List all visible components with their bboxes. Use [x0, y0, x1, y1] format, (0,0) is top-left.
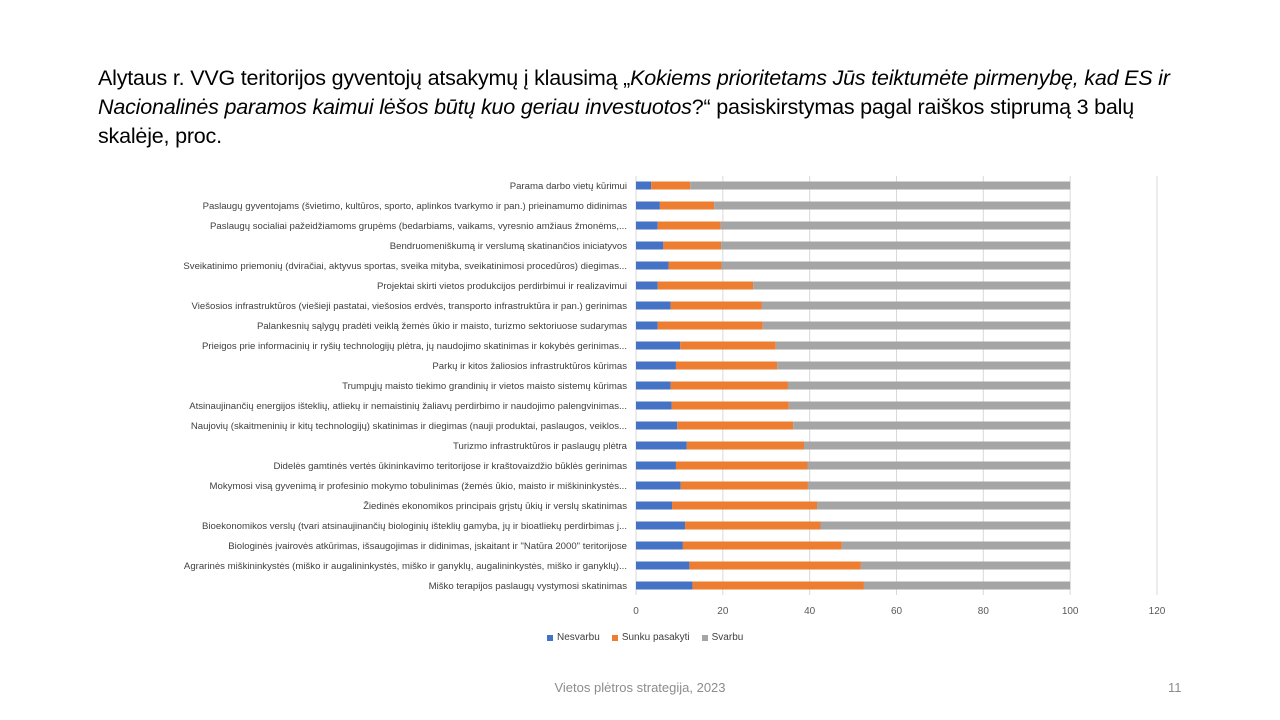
- bar-segment-sunku-pasakyti: [683, 542, 842, 550]
- bar-segment-nesvarbu: [636, 582, 692, 590]
- legend-label: Sunku pasakyti: [621, 632, 690, 643]
- bar-segment-svarbu: [789, 402, 1070, 410]
- bar-segment-nesvarbu: [636, 362, 676, 370]
- bar-segment-nesvarbu: [636, 522, 685, 530]
- bar-segment-nesvarbu: [636, 422, 677, 430]
- bar-segment-sunku-pasakyti: [658, 222, 721, 230]
- bar-segment-nesvarbu: [636, 482, 681, 490]
- bar-segment-sunku-pasakyti: [658, 322, 763, 330]
- x-tick-label: 80: [977, 606, 989, 617]
- category-labels: [183, 181, 627, 592]
- category-label: Bioekonomikos verslų (tvari atsinaujinančių biologinių išteklių gamyba, jų ir bioatliekų perdirbimas j...: [202, 520, 627, 532]
- bar-segment-svarbu: [776, 342, 1070, 350]
- bar-segment-nesvarbu: [636, 202, 660, 210]
- bar-segment-svarbu: [763, 322, 1070, 330]
- title-text-end: ?“ pasiskirstymas pagal raiškos stiprumą 3 balų skalėje, proc.: [98, 95, 1134, 148]
- category-label: Parama darbo vietų kūrimui: [509, 180, 627, 192]
- category-label: Didelės gamtinės vertės ūkininkavimo teritorijose ir kraštovaizdžio būklės gerinimas: [273, 460, 627, 472]
- legend-swatch: [612, 635, 618, 641]
- bar-segment-nesvarbu: [636, 282, 658, 290]
- bar-segment-svarbu: [722, 262, 1071, 270]
- bar-segment-svarbu: [788, 382, 1070, 390]
- category-label: Projektai skirti vietos produkcijos perdirbimui ir realizavimui: [376, 280, 627, 292]
- bar-segment-sunku-pasakyti: [672, 402, 789, 410]
- legend-swatch: [702, 635, 708, 641]
- bar-segment-sunku-pasakyti: [658, 282, 754, 290]
- bar-segment-sunku-pasakyti: [677, 422, 793, 430]
- bar-segment-nesvarbu: [636, 542, 683, 550]
- bar-segment-sunku-pasakyti: [660, 202, 714, 210]
- x-tick-label: 20: [717, 606, 729, 617]
- legend-swatch: [547, 635, 553, 641]
- legend-item: [612, 632, 690, 643]
- bar-segment-sunku-pasakyti: [681, 482, 808, 490]
- bar-segment-svarbu: [714, 202, 1070, 210]
- bar-segment-svarbu: [690, 182, 1070, 190]
- category-label: Turizmo infrastruktūros ir paslaugų plėtra: [453, 440, 627, 452]
- bar-segment-svarbu: [793, 422, 1070, 430]
- bar-segment-nesvarbu: [636, 462, 676, 470]
- category-label: Sveikatinimo priemonių (dviračiai, aktyvus sportas, sveika mityba, sveikatinimosi procedūros) diegimas...: [183, 260, 627, 272]
- bar-segment-nesvarbu: [636, 562, 689, 570]
- category-label: Naujovių (skaitmeninių ir kitų technologijų) skatinimas ir diegimas (nauji produktai, paslaugos, veiklos...: [190, 420, 627, 432]
- bar-segment-nesvarbu: [636, 322, 658, 330]
- bar-segment-svarbu: [808, 482, 1070, 490]
- legend-item: [547, 632, 600, 643]
- bar-segment-nesvarbu: [636, 302, 671, 310]
- bar-segment-nesvarbu: [636, 382, 671, 390]
- bar-segment-svarbu: [807, 462, 1070, 470]
- bar-segment-svarbu: [821, 522, 1071, 530]
- bar-segment-svarbu: [762, 302, 1070, 310]
- bar-segment-svarbu: [861, 562, 1070, 570]
- bar-segment-nesvarbu: [636, 442, 687, 450]
- bar-segment-nesvarbu: [636, 402, 672, 410]
- category-label: Mokymosi visą gyvenimą ir profesinio mokymo tobulinimas (žemės ūkio, maisto ir miškininkystės...: [209, 480, 627, 492]
- bar-segment-sunku-pasakyti: [692, 582, 863, 590]
- category-label: Palankesnių sąlygų pradėti veiklą žemės ūkio ir maisto, turizmo sektoriuose sudarymas: [256, 320, 627, 332]
- bar-segment-svarbu: [864, 582, 1070, 590]
- category-label: Viešosios infrastruktūros (viešieji pastatai, viešosios erdvės, transporto infrastruktūra ir pan.) gerinimas: [191, 300, 627, 312]
- bar-segment-sunku-pasakyti: [651, 182, 690, 190]
- bar-segment-sunku-pasakyti: [663, 242, 721, 250]
- category-label: Paslaugų gyventojams (švietimo, kultūros, sporto, aplinkos tvarkymo ir pan.) prieinamumo didinimas: [202, 200, 627, 212]
- bar-segment-nesvarbu: [636, 242, 663, 250]
- x-tick-label: 0: [633, 606, 639, 617]
- bar-segment-sunku-pasakyti: [669, 262, 722, 270]
- bar-segment-svarbu: [817, 502, 1070, 510]
- legend-label: Nesvarbu: [557, 632, 600, 643]
- bar-segment-svarbu: [804, 442, 1070, 450]
- category-label: Paslaugų socialiai pažeidžiamoms grupėms (bedarbiams, vaikams, vyresnio amžiaus žmonėms,...: [210, 220, 627, 232]
- bar-segment-svarbu: [777, 362, 1070, 370]
- bar-segment-nesvarbu: [636, 262, 669, 270]
- category-label: Parkų ir kitos žaliosios infrastruktūros kūrimas: [432, 360, 627, 372]
- bar-segment-sunku-pasakyti: [680, 342, 776, 350]
- bar-segment-sunku-pasakyti: [672, 502, 817, 510]
- category-label: Atsinaujinančių energijos išteklių, atliekų ir nemaistinių žaliavų perdirbimo ir naudojimo palengvinimas...: [189, 400, 627, 412]
- bar-segment-nesvarbu: [636, 222, 658, 230]
- bar-segment-sunku-pasakyti: [687, 442, 804, 450]
- bar-segment-nesvarbu: [636, 342, 680, 350]
- bar-segment-sunku-pasakyti: [685, 522, 820, 530]
- bar-segment-nesvarbu: [636, 502, 672, 510]
- x-axis-ticks: [633, 606, 1166, 617]
- x-tick-label: 120: [1148, 606, 1166, 617]
- bar-segment-svarbu: [721, 242, 1070, 250]
- bar-segment-svarbu: [753, 282, 1070, 290]
- bar-segment-svarbu: [842, 542, 1070, 550]
- bar-segment-sunku-pasakyti: [676, 462, 808, 470]
- page-number: 11: [1168, 680, 1182, 695]
- category-label: Bendruomeniškumą ir verslumą skatinančios iniciatyvos: [389, 240, 627, 252]
- x-tick-label: 40: [804, 606, 816, 617]
- title-text-start: Alytaus r. VVG teritorijos gyventojų atsakymų į klausimą „: [98, 66, 631, 90]
- category-label: Žiedinės ekonomikos principais grįstų ūkių ir verslų skatinimas: [363, 500, 627, 512]
- legend-item: [702, 632, 744, 643]
- legend-label: Svarbu: [711, 632, 744, 643]
- category-label: Biologinės įvairovės atkūrimas, išsaugojimas ir didinimas, įskaitant ir "Natūra 2000" teritorijose: [228, 540, 627, 552]
- bar-segment-svarbu: [721, 222, 1071, 230]
- bar-segment-sunku-pasakyti: [671, 302, 762, 310]
- x-tick-label: 100: [1061, 606, 1079, 617]
- slide-footer: Vietos plėtros strategija, 2023: [554, 680, 726, 695]
- category-label: Trumpųjų maisto tiekimo grandinių ir vietos maisto sistemų kūrimas: [342, 380, 627, 392]
- x-tick-label: 60: [890, 606, 903, 617]
- chart-legend: [547, 632, 743, 643]
- bar-segment-sunku-pasakyti: [671, 382, 788, 390]
- category-label: Prieigos prie informacinių ir ryšių technologijų plėtra, jų naudojimo skatinimas ir kokybės gerinimas...: [202, 340, 627, 352]
- bar-segment-nesvarbu: [636, 182, 651, 190]
- title-text-italic: Kokiems prioritetams Jūs teiktumėte pirmenybę, kad ES ir Nacionalinės paramos kaimui lėšos būtų kuo geriau investuotos: [98, 66, 1170, 119]
- bar-segment-sunku-pasakyti: [689, 562, 860, 570]
- category-label: Miško terapijos paslaugų vystymosi skatinimas: [428, 580, 627, 592]
- bars: [636, 182, 1070, 590]
- bar-segment-sunku-pasakyti: [676, 362, 777, 370]
- category-label: Agrarinės miškininkystės (miško ir augalininkystės, miško ir ganyklų, augalininkystės, miško ir ganyklų)...: [183, 560, 627, 572]
